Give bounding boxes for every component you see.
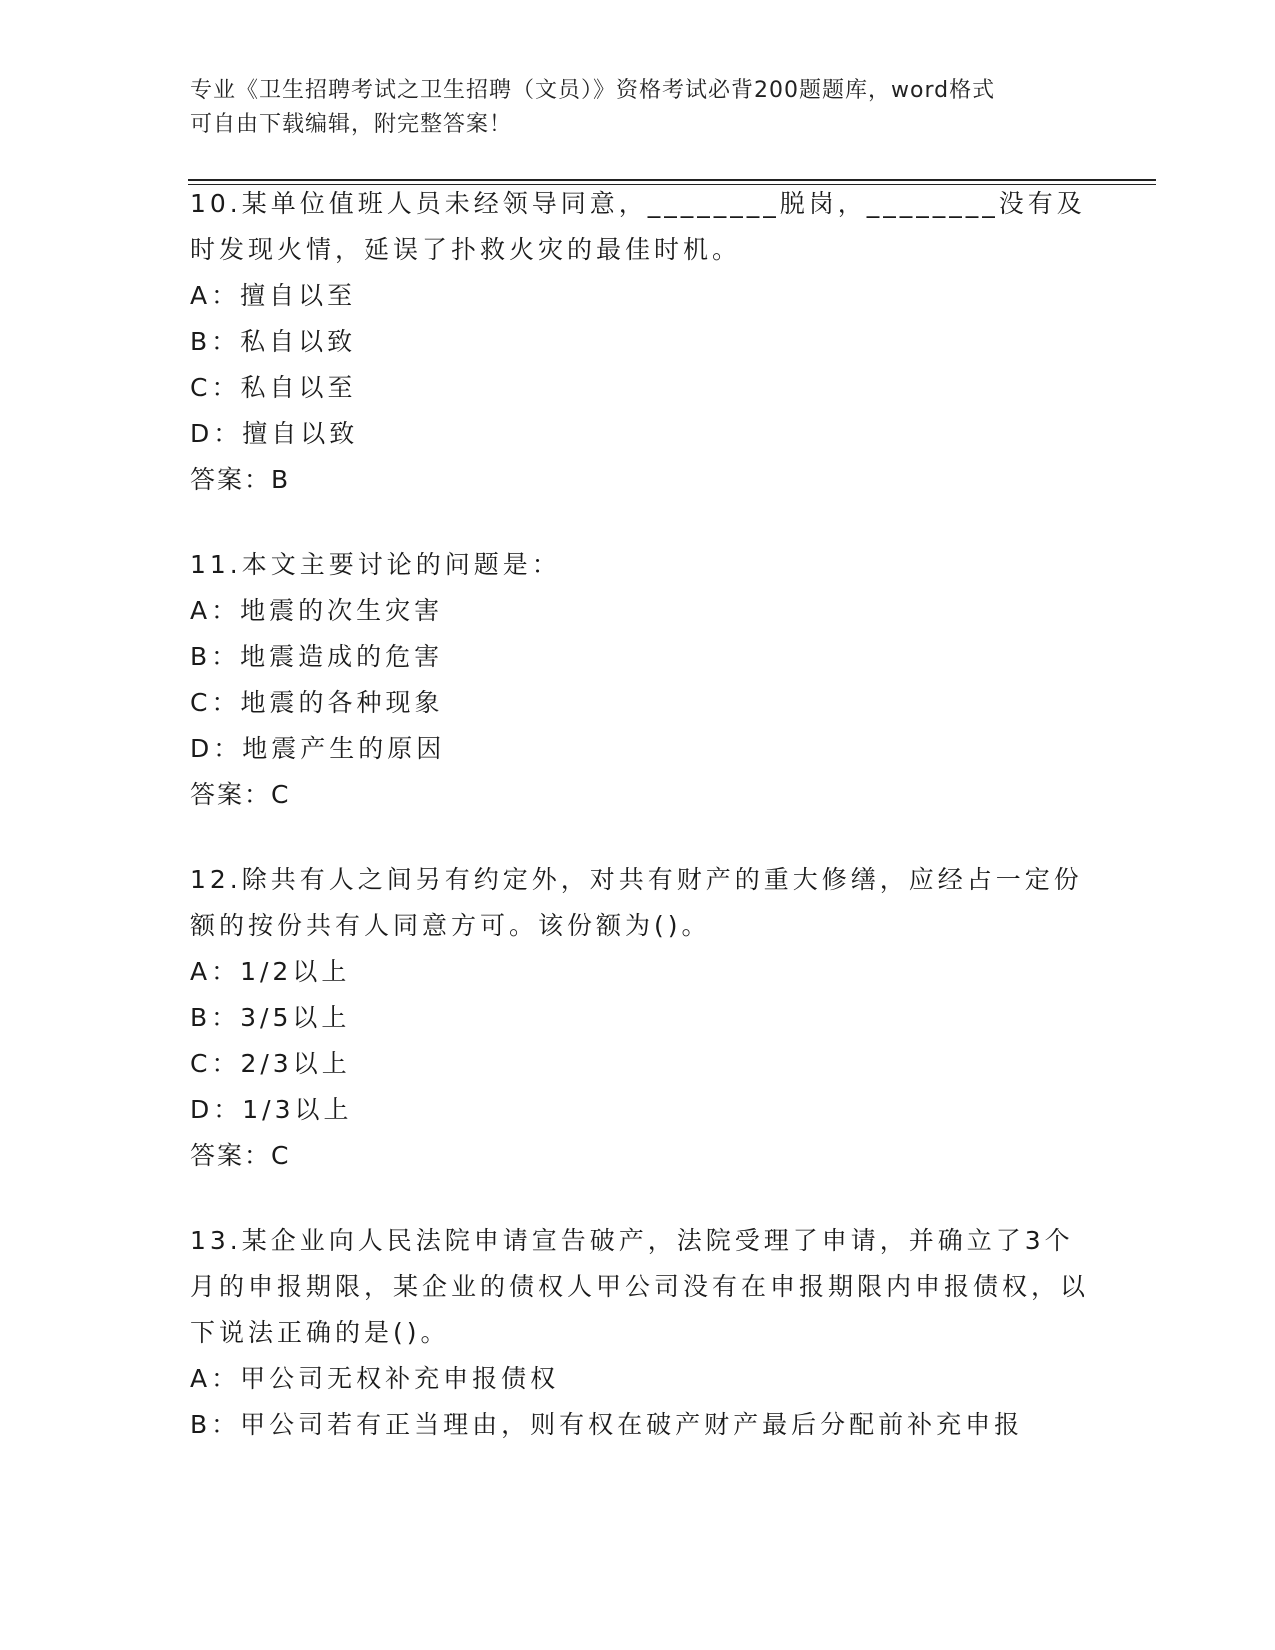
question-13 [190,1218,1090,1448]
option-a: A：地震的次生灾害 [190,596,444,625]
header-line-1: 专业《卫生招聘考试之卫生招聘（文员）》资格考试必背200题题库，word格式 [190,78,996,103]
document-header [190,74,1090,142]
answer-line: 答案：C [190,780,291,809]
option-a: A：甲公司无权补充申报债权 [190,1364,560,1393]
option-b: B：3/5以上 [190,1003,351,1032]
question-text: 11.本文主要讨论的问题是： [190,550,561,579]
option-d: D：1/3以上 [190,1095,353,1124]
question-text: 13.某企业向人民法院申请宣告破产，法院受理了申请，并确立了3个月的申报期限，某企业的债权人甲公司没有在申报期限内申报债权，以下说法正确的是()。 [190,1226,1090,1347]
header-line-2: 可自由下载编辑，附完整答案！ [190,112,513,137]
option-c: C：私自以至 [190,373,357,402]
option-d: D：地震产生的原因 [190,734,446,763]
question-text: 12.除共有人之间另有约定外，对共有财产的重大修缮，应经占一定份额的按份共有人同意方可。该份额为()。 [190,865,1083,940]
question-text: 10.某单位值班人员未经领导同意，________脱岗，________没有及时发现火情，延误了扑救火灾的最佳时机。 [190,189,1086,264]
option-a: A：1/2以上 [190,957,351,986]
option-b: B：私自以致 [190,327,357,356]
answer-line: 答案：B [190,465,291,494]
question-10 [190,181,1090,503]
answer-line: 答案：C [190,1141,291,1170]
option-b: B：地震造成的危害 [190,642,444,671]
question-12 [190,857,1090,1179]
option-a: A：擅自以至 [190,281,357,310]
option-c: C：地震的各种现象 [190,688,444,717]
option-b: B：甲公司若有正当理由，则有权在破产财产最后分配前补充申报 [190,1410,1024,1439]
option-c: C：2/3以上 [190,1049,351,1078]
option-d: D：擅自以致 [190,419,359,448]
question-11 [190,542,1090,818]
